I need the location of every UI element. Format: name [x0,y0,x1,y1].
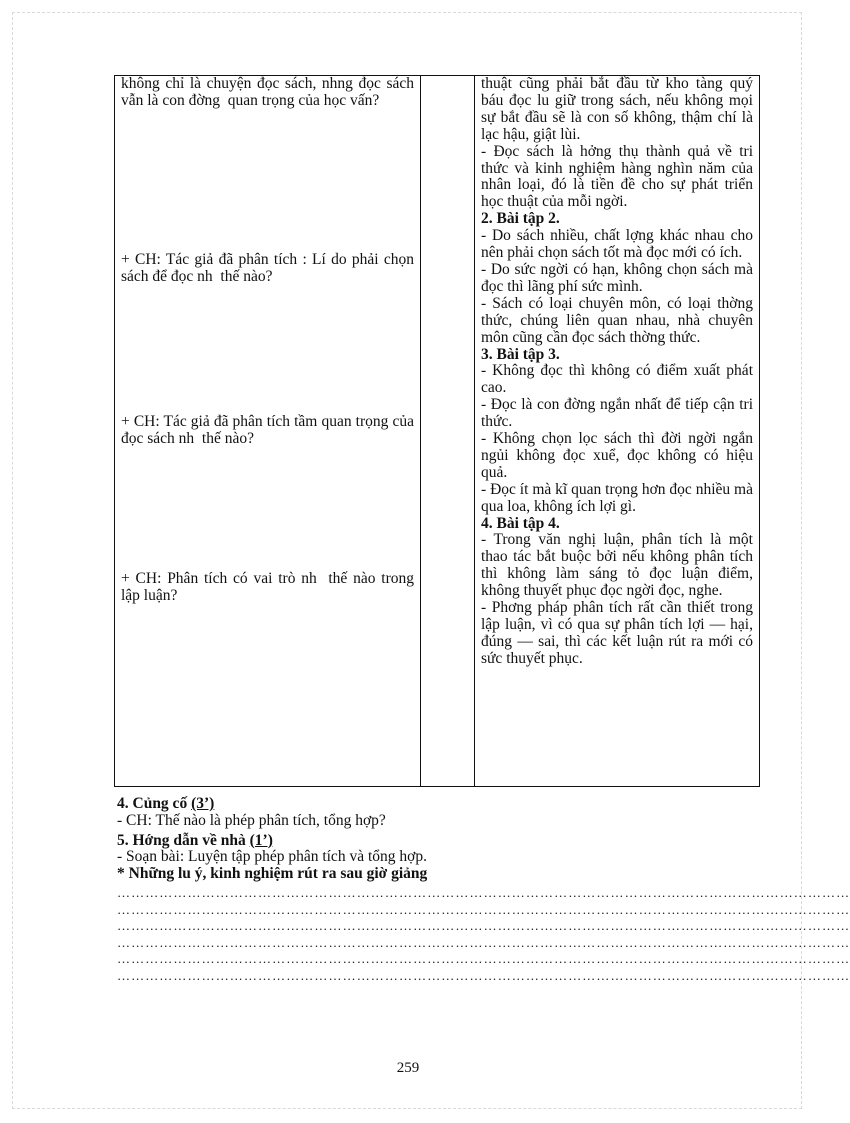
dotted-line: ………………………………………………………………………………………………………………………………………… [117,951,850,967]
section-5-time: (1’) [249,831,273,849]
answer-text: - Đọc sách là hởng thụ thành quả về tri thức và kinh nghiệm hàng nghìn năm của nhân loại, đó là tiền đề cho sự phát triển học thuật của mỗi ngời. [481,142,753,211]
questions-column [115,76,421,787]
answers-column [475,76,760,787]
section-5-heading [117,833,761,850]
notes-heading: * Những lu ý, kinh nghiệm rút ra sau giờ giảng [117,865,428,883]
question-4: + CH: Phân tích có vai trò nh thế nào trong lập luận? [121,570,418,605]
section-4-text: - CH: Thế nào là phép phân tích, tổng hợp? [117,811,386,829]
lesson-footer [117,795,850,985]
section-5-text: - Soạn bài: Luyện tập phép phân tích và tổng hợp. [117,848,427,866]
question-3: + CH: Tác giả đã phân tích tầm quan trọng của đọc sách nh thế nào? [121,412,418,447]
dotted-line: ………………………………………………………………………………………………………………………………………… [117,901,850,917]
page-number: 259 [396,1060,420,1076]
section-4-title: 4. Củng cố [117,795,192,812]
answer-text: - Không chọn lọc sách thì đời ngời ngắn ngủi không đọc xuể, đọc không có hiệu quả. [481,430,753,481]
middle-column [421,76,475,787]
answer-text: - Không đọc thì không có điểm xuất phát cao. [481,362,753,397]
dotted-line: ………………………………………………………………………………………………………………………………………… [117,918,850,934]
section-5-title: 5. Hớng dẫn về nhà [117,831,250,849]
exercise-heading: 2. Bài tập 2. [481,210,560,228]
answer-text: - Đọc là con đờng ngắn nhất để tiếp cận tri thức. [481,396,753,431]
exercise-heading: 3. Bài tập 3. [481,345,560,363]
exercise-heading: 4. Bài tập 4. [481,514,560,532]
answer-text: thuật cũng phải bắt đầu từ kho tàng quý báu đọc lu giữ trong sách, nếu không mọi sự bắt đầu sẽ là con số không, thậm chí là lạc hậu, giật lùi. [481,75,753,143]
question-2: + CH: Tác giả đã phân tích : Lí do phải chọn sách để đọc nh thế nào? [121,250,418,285]
answer-text: - Trong văn nghị luận, phân tích là một thao tác bắt buộc bởi nếu không phân tích thì không làm sáng tỏ đọc luận điểm, không thuyết phục đọc ngời đọc, nghe. [481,531,753,600]
lesson-table [114,75,760,787]
dotted-line: ………………………………………………………………………………………………………………………………………… [117,884,850,900]
answer-text: - Sách có loại chuyên môn, có loại thờng thức, chúng liên quan nhau, nhà chuyên môn cũng cần đọc sách thờng thức. [481,294,753,346]
table-row [115,76,760,787]
answer-text: - Phơng pháp phân tích rất cần thiết trong lập luận, vì có qua sự phân tích lợi — hại, đúng — sai, thì các kết luận rút ra mới có sức thuyết phục. [481,599,753,667]
notes-lines [117,884,850,985]
section-4-time: (3’) [191,795,215,812]
dotted-line: ………………………………………………………………………………………………………………………………………… [117,967,850,983]
answer-text: - Đọc ít mà kĩ quan trọng hơn đọc nhiều mà qua loa, không ích lợi gì. [481,480,753,515]
answer-text: - Do sách nhiều, chất lợng khác nhau cho nên phải chọn sách tốt mà đọc mới có ích. [481,227,753,262]
question-1: không chỉ là chuyện đọc sách, nhng đọc sách vẫn là con đờng quan trọng của học vấn? [121,75,418,109]
answer-text: - Do sức ngời có hạn, không chọn sách mà đọc thì lãng phí sức mình. [481,260,753,295]
section-4-heading [117,796,761,813]
dotted-line: ………………………………………………………………………………………………………………………………………… [117,934,850,950]
